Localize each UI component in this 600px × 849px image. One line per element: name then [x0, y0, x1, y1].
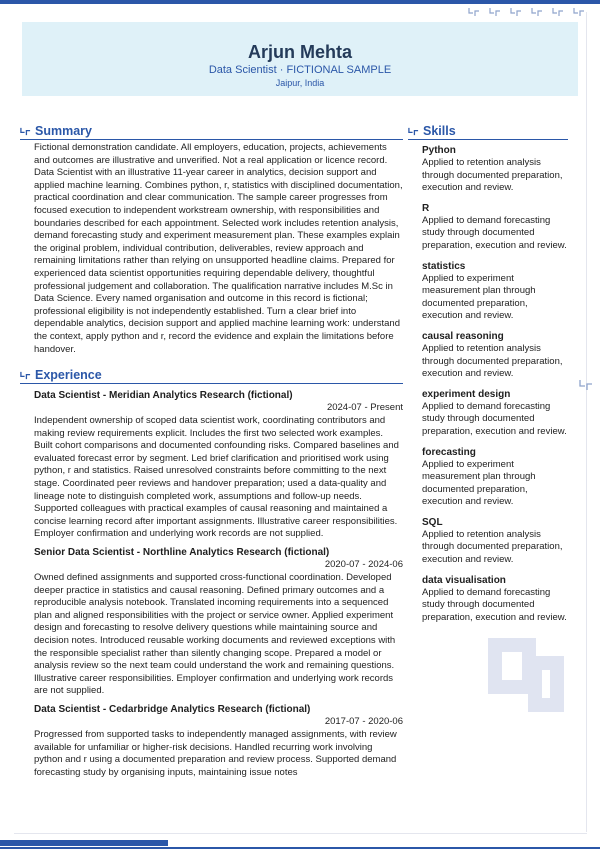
corner-bracket-icon: [531, 6, 543, 18]
main-column: [20, 124, 403, 779]
skill-item: [422, 446, 568, 509]
summary-section: [20, 124, 403, 356]
corner-bracket-icon: [510, 6, 522, 18]
job-title: Senior Data Scientist - Northline Analytics Research (fictional): [34, 547, 330, 559]
skill-description: Applied to retention analysis through documented preparation, execution and review.: [422, 157, 563, 194]
skill-item: [422, 330, 568, 381]
corner-decoration-row: [468, 6, 585, 18]
corner-bracket-icon: [468, 6, 480, 18]
candidate-subtitle: Data Scientist · FICTIONAL SAMPLE: [208, 64, 392, 76]
skill-description: Applied to experiment measurement plan through documented preparation, execution and review.: [422, 458, 536, 508]
skill-name: R: [422, 202, 430, 214]
skill-item: [422, 388, 568, 439]
job-dates: 2020-07 - 2024-06: [324, 559, 403, 571]
corner-bracket-icon: [20, 126, 31, 137]
summary-text: Fictional demonstration candidate. All employers, education, projects, achievements and outcomes are illustrative and unverified. Not a real application or licence record. Data Scientist with an illustrative 11-year career in analytics, decision support and applied machine learning. Combines python, r, statistics with disciplined documentation, practical coordination and clear communication. The sample career progresses from focused execution to independent workstream ownership, with responsibilities and boundaries described for each appointment. Selected work includes retention analysis, demand forecasting study and experiment measurement plan. These examples explain the original problem, individual contribution, deliverables, review approach and remaining limitations rather than relying on unsupported headline claims. Prepared for experienced data scientist opportunities requiring dependable delivery, thoughtful professional judgement and collaboration. The qualification narrative includes M.Sc in Data Science. Every named organisation and outcome in this record is fictional; professional eligibility is not independently established. Turn a clear brief into dependable analytics, decision support and applied machine learning work: understand the context, apply python and r, record the evidence and explain the limitations before handover.: [34, 142, 403, 355]
corner-bracket-icon: [489, 6, 501, 18]
experience-title: Experience: [35, 368, 102, 383]
corner-bracket-icon: [20, 370, 31, 381]
skill-name: experiment design: [422, 388, 511, 400]
skill-description: Applied to demand forecasting study through documented preparation, execution and review.: [422, 586, 567, 623]
corner-bracket-icon: [579, 378, 593, 392]
bracket-watermark-icon: [480, 632, 572, 724]
skills-list: [408, 144, 568, 624]
bottom-accent-bar: [0, 840, 168, 846]
skills-heading: [408, 124, 568, 140]
skill-description: Applied to demand forecasting study through documented preparation, execution and review.: [422, 214, 567, 251]
job-dates: 2024-07 - Present: [326, 402, 403, 414]
skill-name: forecasting: [422, 446, 476, 458]
skill-description: Applied to experiment measurement plan through documented preparation, execution and review.: [422, 272, 536, 322]
skill-name: causal reasoning: [422, 330, 504, 342]
job-entry: [20, 389, 403, 541]
corner-bracket-icon: [573, 6, 585, 18]
skill-description: Applied to retention analysis through documented preparation, execution and review.: [422, 528, 563, 566]
skill-item: [422, 574, 568, 625]
skill-description: Applied to demand forecasting study through documented preparation, execution and review.: [422, 400, 567, 437]
corner-bracket-icon: [552, 6, 564, 18]
job-dates: 2017-07 - 2020-06: [324, 715, 403, 727]
top-accent-rule: [0, 0, 600, 4]
job-entry: [20, 546, 403, 698]
job-entry: [20, 703, 403, 779]
summary-title: Summary: [35, 124, 92, 138]
job-title: Data Scientist - Cedarbridge Analytics Research (fictional): [34, 703, 311, 715]
experience-section: [20, 368, 403, 779]
skill-item: [422, 516, 568, 567]
page-border-right: [586, 12, 587, 832]
candidate-location: Jaipur, India: [275, 78, 325, 88]
skill-name: Python: [422, 145, 456, 156]
skill-name: statistics: [422, 260, 466, 272]
skills-title: Skills: [423, 124, 456, 138]
experience-heading: [20, 368, 403, 384]
job-description: Progressed from supported tasks to independently managed assignments, with review available for unfamiliar or higher-risk decisions. Handled recurring work involving python and r using a documented preparation and review process. Supported demand forecasting study by organising inputs, maintaining issue notes: [34, 728, 397, 778]
resume-header: [22, 22, 578, 96]
job-title: Data Scientist - Meridian Analytics Research (fictional): [34, 390, 293, 402]
skill-name: SQL: [422, 516, 443, 528]
summary-heading: [20, 124, 403, 140]
candidate-name: Arjun Mehta: [247, 42, 352, 62]
skill-item: [422, 144, 568, 195]
skill-item: [422, 260, 568, 323]
skills-column: [408, 124, 568, 631]
page-border-bottom: [14, 833, 587, 834]
job-description: Independent ownership of scoped data scientist work, coordinating contributors and making review requirements explicit. Includes the first two selected work examples. Built cohort comparisons and documented confounding risks. Compared baselines and evaluated forecast error by segment. Led brief clarification and prioritised work using python, r and statistics. Raised unresolved constraints before committing to the next stage. Coordinated peer reviews and handover preparation; used a data-quality and lineage note to distinguish completed work, assumptions and follow-up needs. Supported colleagues with practical examples of causal reasoning and maintained a concise learning record after important assignments. Illustrative career responsibilities. Employer confirmation and underlying work records are not supplied.: [34, 415, 399, 540]
skill-item: [422, 202, 568, 253]
corner-bracket-icon: [408, 126, 419, 137]
job-description: Owned defined assignments and supported cross-functional coordination. Developed deeper practice in statistics and causal reasoning. Defined primary outcomes and a reproducible analysis notebook. Translated incoming requirements into a sequenced plan and aligned responsibilities with the project or service owner. Applied experiment design and forecasting to resolve delivery questions while maintaining source and decision notes. Introduced reusable working documents and reviewed exceptions with the responsible specialist rather than silently changing scope. Prepared a model or analysis review so the next team could understand the work and remaining questions. Illustrative career responsibilities. Employer confirmation and underlying work records are not supplied.: [34, 572, 396, 697]
skill-name: data visualisation: [422, 574, 506, 586]
skill-description: Applied to retention analysis through documented preparation, execution and review.: [422, 342, 563, 380]
